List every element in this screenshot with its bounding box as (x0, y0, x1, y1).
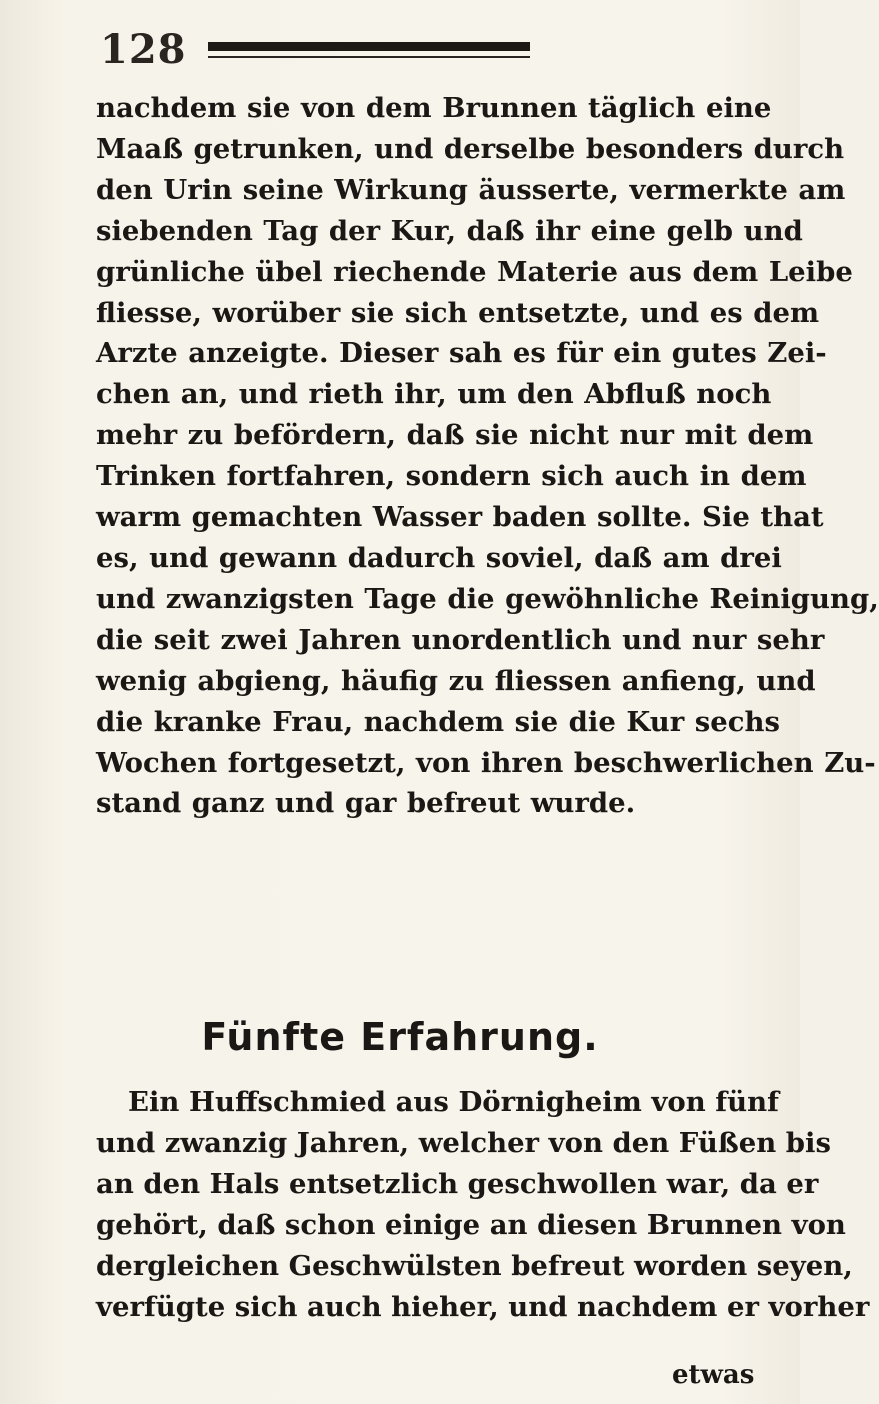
text-line: es, und gewann dadurch soviel, daß am drei (96, 541, 782, 574)
page-number: 128 (100, 26, 187, 73)
text-line: Maaß getrunken, und derselbe besonders durch (96, 132, 845, 165)
text-line: chen an, und rieth ihr, um den Abfluß noch (96, 378, 772, 411)
text-line: stand ganz und gar befreut wurde. (96, 787, 636, 820)
text-line: warm gemachten Wasser baden sollte. Sie that (96, 501, 824, 534)
text-line: die seit zwei Jahren unordentlich und nur sehr (96, 623, 825, 656)
text-line: verfügte sich auch hieher, und nachdem er vorher (96, 1290, 870, 1323)
text-line: mehr zu befördern, daß sie nicht nur mit dem (96, 419, 814, 452)
text-line: wenig abgieng, häufig zu fliessen anfieng, und (96, 664, 816, 697)
text-line: nachdem sie von dem Brunnen täglich eine (96, 92, 772, 124)
text-line: Ein Huffschmied aus Dörnigheim von fünf (128, 1086, 779, 1118)
text-line: dergleichen Geschwülsten befreut worden seyen, (96, 1249, 853, 1282)
text-line: an den Hals entsetzlich geschwollen war, da er (96, 1167, 819, 1200)
catchword: etwas (672, 1360, 755, 1390)
paragraph-2 (96, 1082, 870, 1327)
text-line: siebenden Tag der Kur, daß ihr eine gelb und (96, 214, 803, 247)
text-line: grünliche übel riechende Materie aus dem Leibe (96, 255, 853, 288)
text-line: gehört, daß schon einige an diesen Brunnen von (96, 1208, 846, 1241)
text-line: den Urin seine Wirkung äusserte, vermerkte am (96, 173, 846, 206)
text-line: Trinken fortfahren, sondern sich auch in dem (96, 460, 807, 493)
header-rule (208, 42, 530, 51)
text-line: Arzte anzeigte. Dieser sah es für ein gutes Zei- (96, 337, 827, 370)
section-heading: Fünfte Erfahrung. (201, 1015, 599, 1059)
paragraph-1 (96, 88, 879, 824)
text-line: fliesse, worüber sie sich entsetzte, und es dem (96, 296, 820, 329)
text-line: die kranke Frau, nachdem sie die Kur sechs (96, 705, 780, 738)
text-line: und zwanzig Jahren, welcher von den Füßen bis (96, 1126, 831, 1159)
text-line: Wochen fortgesetzt, von ihren beschwerlichen Zu- (96, 746, 876, 779)
header-rule-thin (208, 56, 530, 58)
text-line: und zwanzigsten Tage die gewöhnliche Reinigung, (96, 582, 879, 615)
